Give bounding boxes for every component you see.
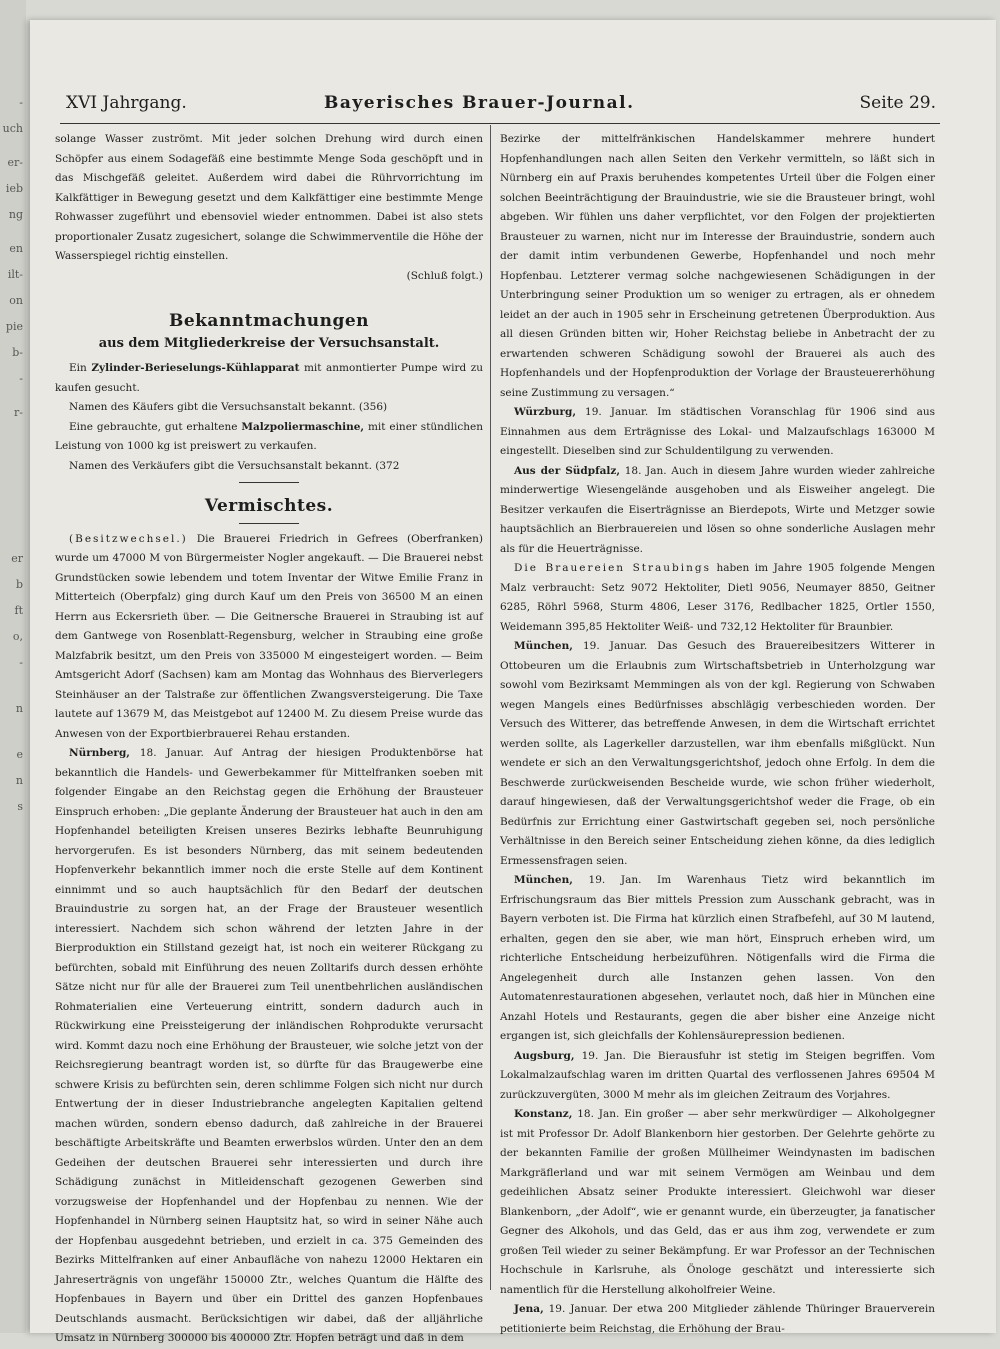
margin-fragment: en: [9, 242, 23, 255]
notice-machine: [55, 418, 483, 457]
margin-fragment: n: [15, 702, 23, 715]
news-item-suedpfalz: [500, 462, 935, 560]
news-place: Nürnberg,: [69, 747, 130, 759]
margin-fragment: b-: [12, 346, 23, 359]
margin-fragment: ilt-: [7, 268, 23, 281]
news-continuation: Bezirke der mittelfränkischen Handelskammer mehrere hundert Hopfenhandlungen nach allen Seiten den Verkehr vermitteln, so läßt sich in Nürnberg ein auf Praxis beruhendes kompetentes Urteil über die Folgen einer solchen Beeinträchtigung der Brauindustrie, wie sie die Brausteuer bringt, wohl abgeben. Wir fühlen uns daher verpflichtet, vor den Folgen der projektierten Brausteuer zu warnen, nicht nur im Interesse der Brauindustrie, sondern auch der damit intim verbundenen Gewerbe, Hopfenhandel und noch mehr Hopfenbau. Letzterer vermag solche nachgewiesenen Schädigungen in der Unterbringung seiner Produktion um so weniger zu ertragen, als er ohnedem leidet an der auch in 1905 sehr in Erscheinung getretenen Überproduktion. Aus all diesen Gründen bitten wir, Hoher Reichstag beliebe in Anbetracht der zu erwartenden schweren Schädigung sowohl der Brauerei als auch des Hopfenhandels und der Hopfenproduktion der Vorlage der Brausteuererhöhung seine Zustimmung zu versagen.“: [500, 133, 935, 399]
notice-text: Ein: [69, 362, 87, 374]
section-rule: [239, 482, 299, 483]
page-header: [66, 93, 936, 123]
margin-strip: [0, 0, 26, 1333]
margin-fragment: uch: [2, 122, 23, 135]
section-heading-bekanntmachungen: Bekanntmachungen: [168, 311, 370, 331]
notice-text: mit anmontierter Pumpe wird zu kaufen gesucht.: [55, 362, 483, 394]
news-item-nuernberg: [55, 744, 483, 1349]
margin-fragment: b: [15, 578, 23, 591]
news-place: München,: [514, 640, 573, 652]
notice-text: Eine gebrauchte, gut erhaltene: [69, 420, 238, 433]
header-rule: [60, 123, 940, 124]
column-divider: [490, 125, 491, 1290]
news-item-jena: [500, 1300, 935, 1339]
article-continuation: solange Wasser zuströmt. Mit jeder solchen Drehung wird durch einen Schöpfer aus einem Sodagefäß eine bestimmte Menge Soda geschöpft und in das Mischgefäß geleitet. Außerdem wird dabei die Rührvorrichtung im Kalkfättiger in Bewegung gesetzt und dem Kalkfättiger eine bestimmte Menge Rohwasser zugeführt und ebensoviel wieder entnommen. Dabei ist also stets proportionaler Zusatz zugesichert, solange die Schwimmerventile die Höhe der Wasserspiegel richtig einstellen.: [55, 133, 483, 262]
left-column: [55, 130, 483, 1349]
margin-fragment: -: [19, 656, 23, 669]
notice-apparatus: [55, 359, 483, 398]
margin-fragment: ieb: [5, 182, 23, 195]
news-item-wuerzburg: [500, 403, 935, 462]
news-place: Würzburg,: [514, 406, 577, 418]
news-lead: Die Brauereien Straubings: [514, 562, 711, 574]
news-place: Jena,: [514, 1303, 544, 1315]
news-place: Konstanz,: [514, 1108, 573, 1120]
news-text: 19. Januar. Der etwa 200 Mitglieder zählende Thüringer Brauerverein petitionierte beim Reichstag, die Erhöhung der Brau-: [500, 1303, 935, 1335]
margin-fragment: -: [19, 96, 23, 109]
margin-fragment: on: [9, 294, 23, 307]
news-place: Augsburg,: [514, 1049, 575, 1062]
news-text: 18. Jan. Ein großer — aber sehr merkwürdiger — Alkoholgegner ist mit Professor Dr. Adolf Blankenborn hier gestorben. Der Gelehrte gehörte zu der bekannten Familie der großen Müllheimer Weindynasten im badischen Markgräflerland und war mit seinem Vermögen am Weinbau und dem gedeihlichen Absatz seiner Produkte interessiert. Gleichwohl war dieser Blankenborn, „der Adolf“, wie er genannt wurde, ein überzeugter, ja fanatischer Gegner des Alkohols, und das Geld, das er aus ihm zog, verwendete er zum großen Teil wieder zu seiner Bekämpfung. Er war Professor an der Technischen Hochschule in Karlsruhe, als Önologe geschätzt und interessierte sich namentlich für die Herstellung alkoholfreier Weine.: [500, 1108, 936, 1296]
news-text: 18. Jan. Auch in diesem Jahre wurden wieder zahlreiche minderwertige Wiesengelände ausgehoben und als Eisweiher angelegt. Die Besitzer verkaufen die Eiserträgnisse an Bierdepots, Wirte und Metzger sowie hauptsächlich an Bierbrauereien und lösen so ohne sonderliche Auslagen mehr als für die Heuerträgnisse.: [500, 464, 935, 555]
news-text: haben im Jahre 1905 folgende Mengen Malz verbraucht: Setz 9072 Hektoliter, Dietl 9056, Neumayer 8850, Geitner 6285, Röhrl 5968, Sturm 4806, Leser 3176, Redlbacher 1825, Ortler 1550, Weidemann 395,85 Hektoliter Weiß- und 732,12 Hektoliter für Braunbier.: [500, 562, 935, 633]
notice-item: Zylinder-Berieselungs-Kühlapparat: [91, 362, 300, 374]
right-column: [500, 130, 935, 1339]
news-item-muenchen-2: [500, 871, 935, 1047]
news-item-muenchen-1: [500, 637, 935, 871]
news-place: München,: [514, 874, 573, 886]
news-lead: (Besitzwechsel.): [69, 532, 188, 545]
margin-fragment: o,: [12, 630, 23, 643]
notice-contact: Namen des Käufers gibt die Versuchsanstalt bekannt. (356): [69, 401, 388, 413]
margin-fragment: n: [15, 774, 23, 787]
margin-fragment: pie: [5, 320, 23, 333]
volume-label: XVI Jahrgang.: [66, 93, 187, 113]
notice-text: mit einer stündlichen Leistung von 1000 kg ist preiswert zu verkaufen.: [55, 420, 483, 452]
section-subheading: aus dem Mitgliederkreise der Versuchsanstalt.: [98, 335, 440, 351]
news-place: Aus der Südpfalz,: [514, 464, 621, 477]
margin-fragment: -: [19, 372, 23, 385]
margin-fragment: s: [17, 800, 23, 813]
notice-item: Malzpoliermaschine,: [241, 420, 365, 433]
news-item-konstanz: [500, 1105, 935, 1300]
margin-fragment: r-: [14, 406, 23, 419]
news-item-besitzwechsel: [55, 530, 483, 745]
news-text: 19. Jan. Im Warenhaus Tietz wird bekanntlich im Erfrischungsraum das Bier mittels Pression zum Ausschank gebracht, was in Bayern verboten ist. Die Firma hat kürzlich einen Strafbefehl, auf 30 M lautend, erhalten, gegen den sie aber, wie man hört, Einspruch erheben wird, um richterliche Entscheidung herbeizuführen. Nötigenfalls wird die Firma die Angelegenheit durch alle Instanzen gehen lassen. Von den Automatenrestaurationen abgesehen, verlautet noch, daß hier in München eine Anzahl Hotels und Restaurants, gegen die aber bisher eine Anzeige nicht ergangen ist, sich gleichfalls der Kohlensäurepression bedienen.: [500, 874, 936, 1042]
news-text: 18. Januar. Auf Antrag der hiesigen Produktenbörse hat bekanntlich die Handels- und Gewerbekammer für Mittelfranken soeben mit folgender Eingabe an den Reichstag gegen die Erhöhung der Brausteuer Einspruch erhoben: „Die geplante Änderung der Brausteuer hat auch in den am Hopfenhandel beteiligten Kreisen unseres Bezirks lebhafte Beunruhigung hervorgerufen. Es ist besonders Nürnberg, das mit seinem bedeutenden Hopfenverkehr bekanntlich immer noch die erste Stelle auf dem Kontinent einnimmt und so auch hauptsächlich für den Bedarf der deutschen Brauindustrie zu sorgen hat, an der Frage der Brausteuer wesentlich interessiert. Nachdem sich schon während der letzten Jahre in der Bierproduktion ein Stillstand gezeigt hat, ist noch ein weiterer Rückgang zu befürchten, sobald mit Einführung des neuen Zolltarifs durch dessen erhöhte Sätze nicht nur für alle der Brauerei zum Teil unentbehrlichen ausländischen Rohmaterialien eine Verteuerung eintritt, sondern dadurch auch in Rückwirkung eine Preissteigerung der inländischen Rohprodukte verursacht wird. Kommt dazu noch eine Erhöhung der Brausteuer, wie solche jetzt von der Reichsregierung beantragt worden ist, so dürfte für das Braugewerbe eine schwere Krisis zu befürchten sein, deren schlimme Folgen sich nicht nur durch Entwertung der in dieser Industriebranche angelegten Kapitalien geltend machen würden, sondern ebenso dadurch, daß zahlreiche in der Brauerei beschäftigte Arbeitskräfte und Beamten erwerbslos würden. Unter den an dem Gedeihen der deutschen Brauerei sehr interessierten und durch ihre Schädigung zunächst in Mitleidenschaft gezogenen Gewerben sind vorzugsweise der Hopfenhandel und der Hopfenbau zu nennen. Wie der Hopfenhandel in Nürnberg seinen Hauptsitz hat, so wird in seiner Nähe auch der Hopfenbau ausgedehnt betrieben, und erzielt in ca. 375 Gemeinden des Bezirks Mittelfranken auf einer Anbaufläche von nahezu 12000 Hektaren ein Jahreserträgnis von ungefähr 150000 Ztr., welches Quantum die Hälfte des Hopfenbaues in Bayern und über ein Drittel des ganzen Hopfenbaues Deutschlands ausmacht. Berücksichtigen wir dabei, daß der alljährliche Umsatz in Nürnberg 300000 bis 400000 Ztr. Hopfen beträgt und daß in dem: [55, 747, 483, 1344]
news-text: 19. Jan. Die Bierausfuhr ist stetig im Steigen begriffen. Vom Lokalmalzaufschlag waren im dritten Quartal des verflossenen Jahres 69504 M zurückzuvergüten, 3000 M mehr als im gleichen Zeitraum des Vorjahres.: [500, 1049, 935, 1101]
news-item-straubing: [500, 559, 935, 637]
section-heading-vermischtes: Vermischtes.: [204, 496, 334, 516]
margin-fragment: ng: [8, 208, 23, 221]
news-item-augsburg: [500, 1047, 935, 1106]
margin-fragment: ft: [14, 604, 23, 617]
margin-fragment: er: [11, 552, 23, 565]
margin-fragment: e: [16, 748, 23, 761]
notice-contact: Namen des Verkäufers gibt die Versuchsanstalt bekannt. (372: [69, 459, 400, 472]
news-text: 19. Januar. Das Gesuch des Brauereibesitzers Witterer in Ottobeuren um die Erlaubnis zum Wirtschaftsbetrieb in Unterholzgung war sowohl vom Bezirksamt Memmingen als von der kgl. Regierung von Schwaben wegen Mangels eines Bedürfnisses abschlägig verbeschieden worden. Der Versuch des Witterer, das betreffende Anwesen, in dem die Wirtschaft errichtet werden sollte, als Lagerkeller darzustellen, war ihm ebenfalls mißglückt. Nun wendete er sich an den Verwaltungsgerichtshof, jedoch ohne Erfolg. In dem die Beschwerde zurückweisenden Bescheide wurde, wie schon früher wiederholt, darauf hingewiesen, daß der Verwaltungsgerichtshof weder die Frage, ob ein Bedürfnis zur Errichtung einer Gastwirtschaft gegeben sei, noch persönliche Verhältnisse in den Bereich seiner Entscheidung ziehen könne, da dies lediglich Ermessensfragen seien.: [500, 640, 935, 867]
continued-note: (Schluß folgt.): [406, 269, 483, 282]
margin-fragment: er-: [7, 156, 23, 169]
news-text: Die Brauerei Friedrich in Gefrees (Oberfranken) wurde um 47000 M von Bürgermeister Nogler angekauft. — Die Brauerei nebst Grundstücken sowie lebendem und totem Inventar der Witwe Emilie Franz in Mitterteich (Oberpfalz) ging durch Kauf um den Preis von 36500 M an einen Herrn aus Eckersrieth über. — Die Geitnersche Brauerei in Straubing ist auf dem Gantwege von Rosenblatt-Regensburg, welcher in Straubing eine große Malzfabrik besitzt, um den Preis von 335000 M eingesteigert worden. — Beim Amtsgericht Adorf (Sachsen) kam am Montag das Wohnhaus des Bierverlegers Steinhäuser an der Talstraße zur öffentlichen Zwangsversteigerung. Die Taxe lautete auf 13679 M, das Meistgebot auf 12400 M. Zu diesem Preise wurde das Anwesen von der Exportbierbrauerei Rehau erstanden.: [55, 532, 483, 740]
section-rule: [239, 523, 299, 524]
news-text: 19. Januar. Im städtischen Voranschlag für 1906 sind aus Einnahmen aus dem Erträgnisse des Lokal- und Malzaufschlags 163000 M eingestellt. Dieselben sind zur Schuldentilgung zu verwenden.: [500, 406, 935, 457]
journal-title: Bayerisches Brauer-Journal.: [324, 93, 635, 113]
page-number: Seite 29.: [859, 93, 936, 113]
